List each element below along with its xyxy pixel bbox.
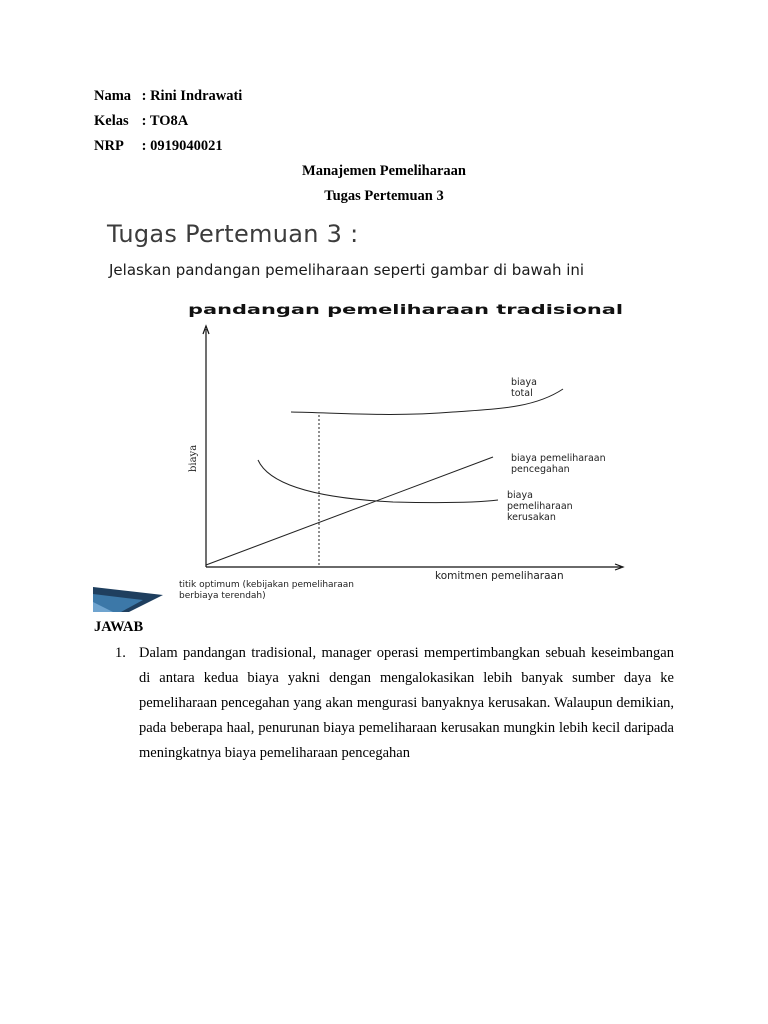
class-row — [94, 113, 188, 130]
list-number: 1. — [115, 645, 126, 661]
answer-text: Dalam pandangan tradisional, manager operasi mempertimbangkan sebuah keseimbangan di antara kedua biaya yakni dengan mengalokasikan lebih banyak sumber daya ke pemeliharaan pencegahan yang akan mengurasi banyaknya kerusakan. Walaupun demikian, pada beberapa haal, penurunan biaya pemeliharaan kerusakan mungkin lebih kecil daripada meningkatnya biaya pemeliharaan pencegahan — [139, 645, 674, 761]
y-axis-label: biaya — [188, 444, 199, 472]
slide-subtitle: Jelaskan pandangan pemeliharaan seperti gambar di bawah ini — [109, 261, 585, 279]
series-preventive-cost — [206, 457, 493, 565]
nrp-value: : 0919040021 — [141, 138, 223, 154]
class-label: Kelas — [94, 113, 129, 129]
label-breakdown-line1: biaya — [507, 490, 533, 501]
label-total-line2: total — [511, 388, 533, 399]
name-label: Nama — [94, 88, 132, 104]
series-breakdown-cost — [258, 460, 498, 503]
optimum-annotation-line2: berbiaya terendah) — [179, 591, 266, 601]
maintenance-chart — [93, 207, 663, 612]
answer-heading: JAWAB — [94, 619, 144, 635]
slide-title: Tugas Pertemuan 3 : — [107, 220, 359, 248]
name-value: : Rini Indrawati — [141, 88, 243, 104]
label-preventive-line1: biaya pemeliharaan — [511, 453, 606, 464]
nrp-row — [94, 138, 223, 155]
label-breakdown-line2: pemeliharaan — [507, 501, 573, 512]
nrp-label: NRP — [94, 138, 124, 154]
x-axis-label: komitmen pemeliharaan — [435, 570, 564, 582]
optimum-annotation-line1: titik optimum (kebijakan pemeliharaan — [179, 580, 354, 590]
answer-list-item — [115, 641, 674, 766]
course-title: Manajemen Pemeliharaan — [302, 163, 466, 179]
assignment-title: Tugas Pertemuan 3 — [324, 188, 444, 204]
label-preventive-line2: pencegahan — [511, 464, 570, 475]
slide-image — [93, 207, 663, 612]
name-row — [94, 88, 242, 105]
label-breakdown-line3: kerusakan — [507, 512, 556, 523]
chart-title: pandangan pemeliharaan tradisional — [188, 302, 623, 318]
label-total-line1: biaya — [511, 377, 537, 388]
class-value: : TO8A — [141, 113, 189, 129]
